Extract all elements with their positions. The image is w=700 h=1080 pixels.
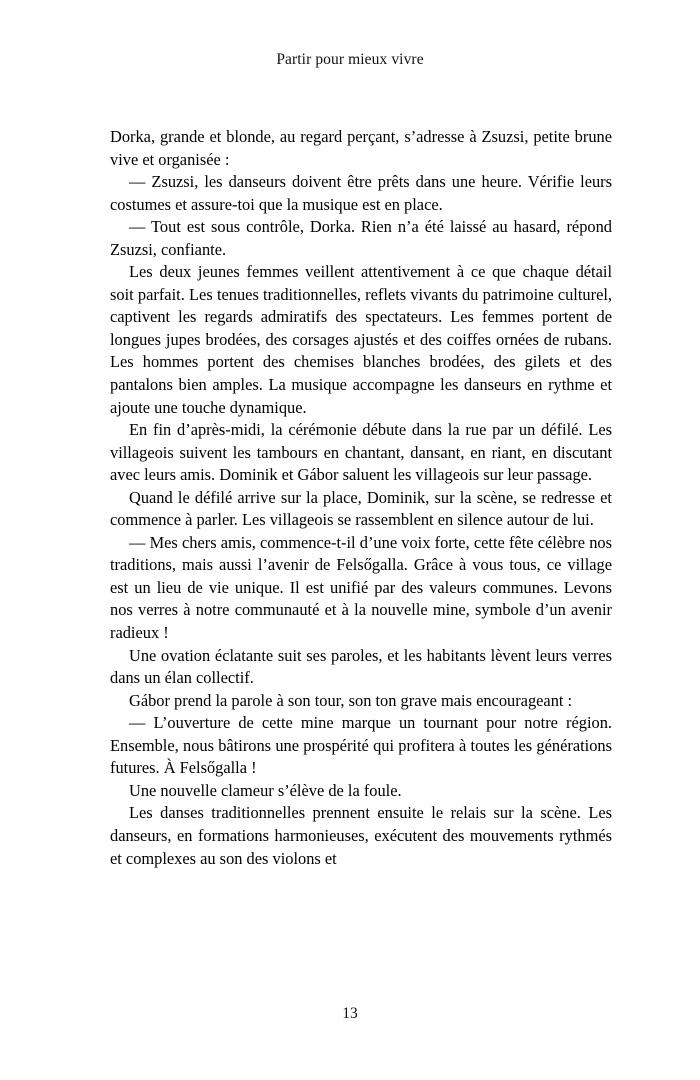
body-text-block — [110, 126, 612, 870]
paragraph: Une ovation éclatante suit ses paroles, et les habitants lèvent leurs verres dans un élan collectif. — [110, 645, 612, 688]
paragraph: Gábor prend la parole à son tour, son ton grave mais encourageant : — [129, 690, 573, 710]
page-number: 13 — [342, 1005, 358, 1022]
paragraph: Les deux jeunes femmes veillent attentivement à ce que chaque détail soit parfait. Les tenues traditionnelles, reflets vivants du patrimoine culturel, captivent les regards admiratifs des spectateurs. Les femmes portent de longues jupes brodées, des corsages ajustés et des coiffes ornées de rubans. Les hommes portent des chemises blanches brodées, des gilets et des pantalons bien amples. La musique accompagne les danseurs en rythme et ajoute une touche dynamique. — [110, 262, 612, 417]
paragraph-dialogue: — Tout est sous contrôle, Dorka. Rien n’a été laissé au hasard, répond Zsuzsi, confiante. — [110, 217, 612, 259]
paragraph-dialogue: — Zsuzsi, les danseurs doivent être prêts dans une heure. Vérifie leurs costumes et assure‑toi que la musique est en place. — [110, 172, 612, 214]
paragraph: Les danses traditionnelles prennent ensuite le relais sur la scène. Les danseurs, en formations harmonieuses, exécutent des mouvements rythmés et complexes au son des violons et — [110, 803, 612, 868]
paragraph: En fin d’après‑midi, la cérémonie débute dans la rue par un défilé. Les villageois suivent les tambours en chantant, dansant, en riant, en discutant avec leurs amis. Dominik et Gábor saluent les villageois sur leur passage. — [110, 420, 612, 485]
paragraph: Dorka, grande et blonde, au regard perçant, s’adresse à Zsuzsi, petite brune vive et organisée : — [110, 127, 612, 169]
paragraph: Une nouvelle clameur s’élève de la foule. — [129, 780, 402, 800]
paragraph-dialogue: — Mes chers amis, commence‑t‑il d’une voix forte, cette fête célèbre nos traditions, mais aussi l’avenir de Felsőgalla. Grâce à vous tous, ce village est un lieu de vie unique. Il est unifié par des valeurs communes. Levons nos verres à notre communauté et à la nouvelle mine, symbole d’un avenir radieux ! — [110, 532, 612, 643]
running-head: Partir pour mieux vivre — [276, 51, 424, 68]
paragraph: Quand le défilé arrive sur la place, Dominik, sur la scène, se redresse et commence à parler. Les villageois se rassemblent en silence autour de lui. — [110, 487, 612, 530]
paragraph-dialogue: — L’ouverture de cette mine marque un tournant pour notre région. Ensemble, nous bâtirons une prospérité qui profitera à toutes les générations futures. À Felsőgalla ! — [110, 713, 612, 778]
